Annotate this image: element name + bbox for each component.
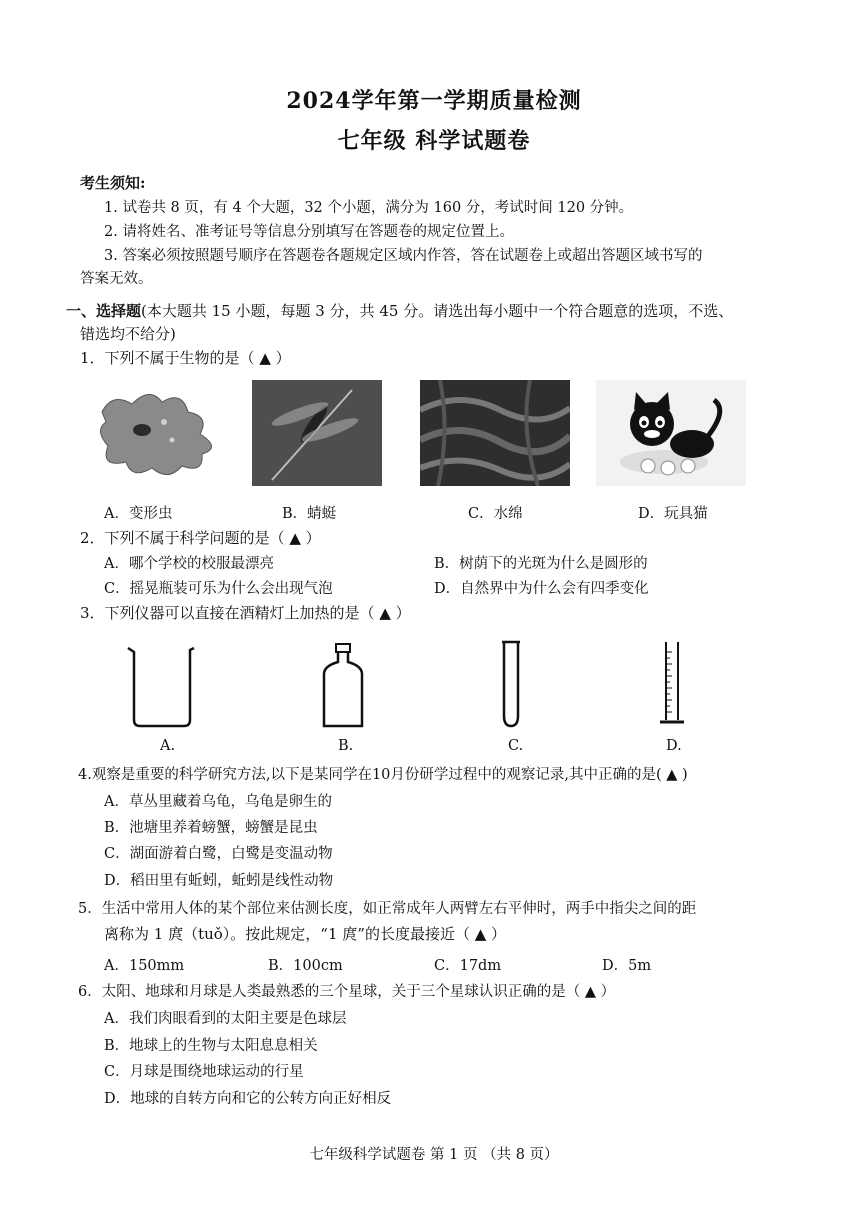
question-6-option-b: B．地球上的生物与太阳息息相关 xyxy=(104,1038,318,1054)
spirogyra-image xyxy=(420,380,570,486)
section-desc: (本大题共 15 小题，每题 3 分，共 45 分。请选出每小题中一个符合题意的选项，不选、 xyxy=(141,302,734,320)
question-2-option-b: B．树荫下的光斑为什么是圆形的 xyxy=(434,556,648,572)
question-3-option-d: D. xyxy=(666,738,682,754)
notice-item-3: 3. 答案必须按照题号顺序在答题卷各题规定区域内作答，答在试题卷上或超出答题区域书写的 xyxy=(104,248,703,264)
question-5-option-a: A．150mm xyxy=(104,958,185,974)
question-3-stem: 3．下列仪器可以直接在酒精灯上加热的是（ ▲ ） xyxy=(80,604,411,622)
exam-subtitle: 七年级 科学试题卷 xyxy=(337,128,531,154)
page-footer: 七年级科学试题卷 第 1 页 （共 8 页） xyxy=(309,1147,559,1163)
question-4-option-b: B．池塘里养着螃蟹，螃蟹是昆虫 xyxy=(104,820,318,836)
question-1-option-d: D．玩具猫 xyxy=(638,506,708,522)
question-6-option-c: C．月球是围绕地球运动的行星 xyxy=(104,1064,304,1080)
question-6-option-d: D．地球的自转方向和它的公转方向正好相反 xyxy=(104,1091,392,1107)
reagent-bottle-icon xyxy=(318,640,368,732)
question-5-stem-cont: 离称为 1 庹（tuǒ）。按此规定，“1 庹”的长度最接近（ ▲ ） xyxy=(104,925,507,943)
question-5-option-b: B．100cm xyxy=(268,958,343,974)
question-3-option-a: A. xyxy=(160,738,176,754)
question-1-option-c: C．水绵 xyxy=(468,506,523,522)
exam-title: 2024学年第一学期质量检测 xyxy=(286,88,582,114)
question-4-stem: 4.观察是重要的科学研究方法,以下是某同学在10月份研学过程中的观察记录,其中正确的是( ▲ ) xyxy=(78,767,688,783)
dragonfly-image xyxy=(252,380,382,486)
question-2-stem: 2．下列不属于科学问题的是（ ▲ ） xyxy=(80,529,321,547)
section-desc-cont: 错选均不给分) xyxy=(80,325,176,343)
question-3-option-c: C. xyxy=(508,738,524,754)
question-5-option-c: C．17dm xyxy=(434,958,502,974)
question-4-option-c: C．湖面游着白鹭，白鹭是变温动物 xyxy=(104,846,333,862)
amoeba-image xyxy=(92,382,228,484)
question-6-stem: 6．太阳、地球和月球是人类最熟悉的三个星球，关于三个星球认识正确的是（ ▲ ） xyxy=(78,984,616,1000)
notice-heading: 考生须知: xyxy=(80,174,146,192)
question-5-stem: 5．生活中常用人体的某个部位来估测长度，如正常成年人两臂左右平伸时，两手中指尖之间的距 xyxy=(78,901,697,917)
test-tube-icon xyxy=(498,640,524,730)
question-2-option-d: D．自然界中为什么会有四季变化 xyxy=(434,581,649,597)
section-label: 一、选择题 xyxy=(66,302,142,320)
question-2-option-c: C．摇晃瓶装可乐为什么会出现气泡 xyxy=(104,581,333,597)
section-heading xyxy=(66,300,733,321)
question-1-option-b: B．蜻蜓 xyxy=(282,506,337,522)
notice-item-1: 1. 试卷共 8 页，有 4 个大题，32 个小题，满分为 160 分，考试时间 120 分钟。 xyxy=(104,200,634,216)
question-4-option-d: D．稻田里有蚯蚓，蚯蚓是线性动物 xyxy=(104,873,334,889)
beaker-icon xyxy=(124,644,198,730)
graduated-cylinder-icon xyxy=(656,640,686,730)
question-4-option-a: A．草丛里藏着乌龟，乌龟是卵生的 xyxy=(104,794,332,810)
notice-item-2: 2. 请将姓名、准考证号等信息分别填写在答题卷的规定位置上。 xyxy=(104,224,514,240)
question-6-option-a: A．我们肉眼看到的太阳主要是色球层 xyxy=(104,1011,347,1027)
question-1-stem: 1．下列不属于生物的是（ ▲ ） xyxy=(80,349,291,367)
notice-item-3-cont: 答案无效。 xyxy=(80,271,153,287)
question-3-option-b: B. xyxy=(338,738,354,754)
question-1-option-a: A．变形虫 xyxy=(104,506,173,522)
question-2-option-a: A．哪个学校的校服最漂亮 xyxy=(104,556,274,572)
question-5-option-d: D．5m xyxy=(602,958,652,974)
toy-cat-image xyxy=(596,380,746,486)
